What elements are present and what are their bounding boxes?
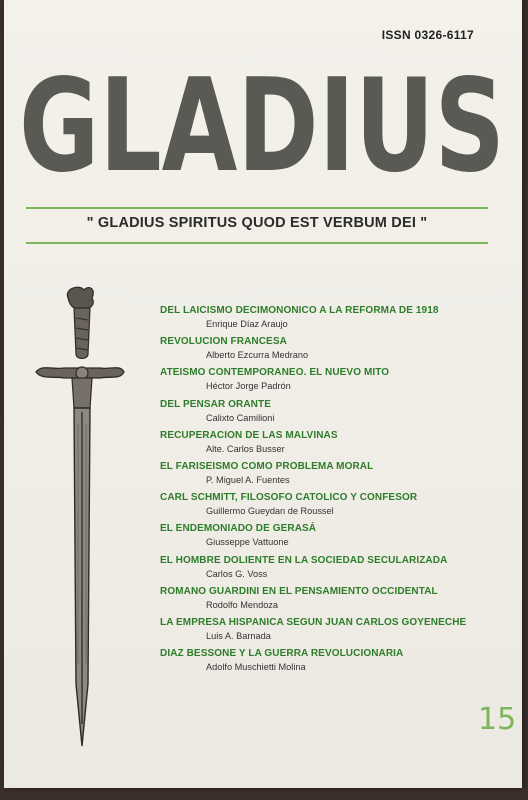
toc-item — [160, 335, 510, 366]
article-title: DEL LAICISMO DECIMONONICO A LA REFORMA DE 1918 — [160, 305, 439, 316]
article-author: Rodolfo Mendoza — [206, 599, 279, 610]
article-author: Alberto Ezcurra Medrano — [206, 350, 309, 361]
issn-label: ISSN 0326-6117 — [381, 28, 474, 42]
toc-item — [160, 460, 510, 491]
toc-item — [160, 366, 510, 397]
toc-item — [160, 554, 510, 585]
toc-item — [160, 304, 510, 335]
top-green-rule — [26, 207, 488, 209]
article-title: EL HOMBRE DOLIENTE EN LA SOCIEDAD SECULARIZADA — [160, 554, 448, 566]
toc-item — [160, 429, 510, 460]
article-author: Héctor Jorge Padrón — [206, 381, 291, 392]
article-title: RECUPERACION DE LAS MALVINAS — [160, 429, 338, 441]
toc-item — [160, 522, 510, 553]
bottom-green-rule — [26, 242, 488, 244]
issue-number: 15 — [478, 702, 517, 737]
article-author: P. Miguel A. Fuentes — [206, 474, 290, 485]
article-author: Guillermo Gueydan de Roussel — [206, 506, 334, 517]
article-author: Giusseppe Vattuone — [206, 537, 289, 548]
article-author: Alte. Carlos Busser — [206, 443, 285, 454]
article-author: Enrique Díaz Araujo — [206, 319, 288, 329]
article-author: Luis A. Barnada — [206, 630, 271, 641]
article-title: ATEISMO CONTEMPORANEO. EL NUEVO MITO — [160, 367, 390, 379]
article-author: Calixto Camilioni — [206, 412, 275, 423]
article-title: EL ENDEMONIADO DE GERASÁ — [160, 523, 317, 535]
table-of-contents — [160, 304, 510, 678]
masthead-text: GLADIUS — [19, 52, 505, 192]
article-title: DEL PENSAR ORANTE — [160, 398, 271, 410]
toc-item — [160, 398, 510, 429]
magazine-cover — [4, 0, 522, 788]
toc-item — [160, 616, 510, 647]
article-author: Carlos G. Voss — [206, 568, 268, 579]
article-title: CARL SCHMITT, FILOSOFO CATOLICO Y CONFESOR — [160, 492, 418, 504]
article-title: DIAZ BESSONE Y LA GUERRA REVOLUCIONARIA — [160, 648, 404, 660]
toc-item — [160, 585, 510, 616]
article-author: Adolfo Muschietti Molina — [206, 662, 306, 673]
article-title: EL FARISEISMO COMO PROBLEMA MORAL — [160, 460, 374, 472]
toc-item — [160, 647, 510, 678]
article-title: LA EMPRESA HISPANICA SEGUN JUAN CARLOS GOYENECHE — [160, 616, 467, 628]
masthead-title — [12, 52, 512, 192]
article-title: REVOLUCION FRANCESA — [160, 336, 287, 348]
motto: " GLADIUS SPIRITUS QUOD EST VERBUM DEI " — [86, 215, 428, 231]
article-title: ROMANO GUARDINI EN EL PENSAMIENTO OCCIDENTAL — [160, 585, 438, 597]
toc-item — [160, 491, 510, 522]
sword-icon — [34, 284, 126, 750]
